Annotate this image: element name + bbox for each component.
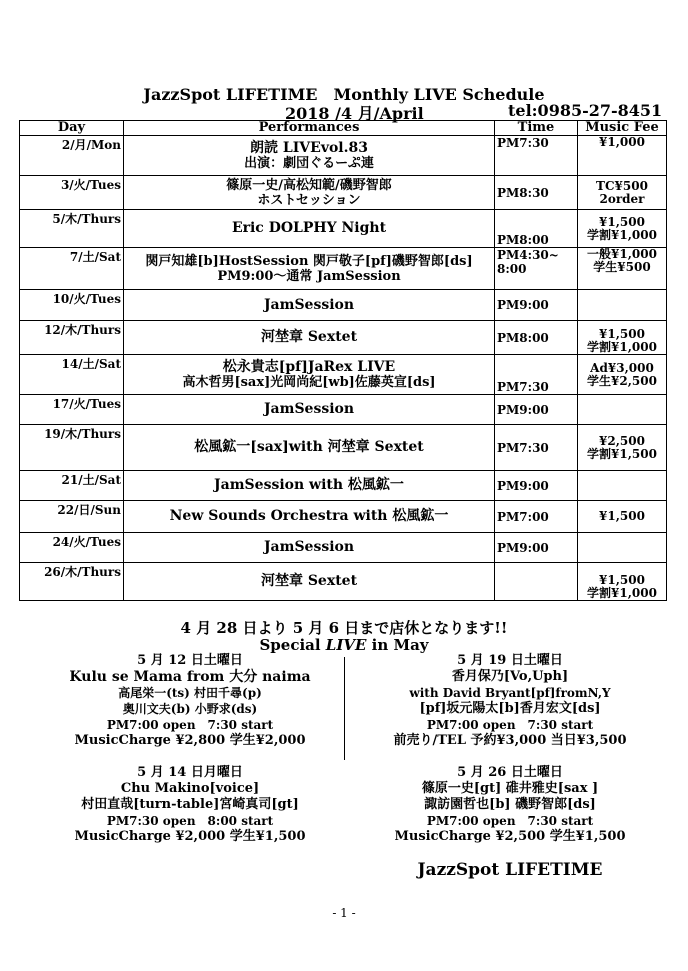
- table-header-row: [20, 121, 667, 136]
- table-row: [20, 321, 667, 355]
- fee-line: 2order: [599, 191, 645, 206]
- special-suffix: in May: [366, 636, 429, 654]
- fee-line: ¥1,500: [599, 509, 645, 523]
- event-open-time: PM7:00 open 7:30 start: [426, 718, 594, 732]
- cell-day: 5/木/Thurs: [20, 210, 124, 248]
- cell-time: PM8:30: [495, 176, 578, 210]
- performance-line: PM9:00～通常 JamSession: [217, 268, 401, 284]
- cell-music-fee: [578, 471, 667, 501]
- table-row: [20, 425, 667, 471]
- performance-line: 河埜章 Sextet: [260, 573, 358, 589]
- event-lineup: 村田直哉[turn-table]宮崎真司[gt]: [81, 797, 299, 812]
- event-lineup: 奥川文夫(b) 小野求(ds): [122, 702, 258, 716]
- footer-brand: JazzSpot LIFETIME: [417, 860, 603, 880]
- fee-line: 学割¥1,000: [587, 586, 657, 600]
- table-row: [20, 501, 667, 533]
- fee-line: ¥1,000: [599, 135, 645, 149]
- cell-time: PM9:00: [495, 290, 578, 321]
- cell-performance: [124, 395, 495, 425]
- performance-line: 松風鉱一[sax]with 河埜章 Sextet: [194, 439, 424, 455]
- cell-performance: [124, 210, 495, 248]
- event-open-time: PM7:30 open 8:00 start: [106, 814, 274, 828]
- column-divider: [344, 657, 345, 760]
- cell-day: 2/月/Mon: [20, 136, 124, 176]
- fee-line: 学割¥1,500: [587, 446, 657, 461]
- header-performances: Performances: [124, 121, 495, 136]
- cell-performance: [124, 563, 495, 601]
- fee-line: Ad¥3,000: [590, 360, 654, 375]
- cell-performance: [124, 355, 495, 395]
- header-day: Day: [20, 121, 124, 136]
- fee-line: 一般¥1,000: [587, 247, 657, 261]
- fee-line: ¥1,500: [599, 327, 645, 341]
- special-prefix: Special: [259, 636, 326, 654]
- cell-music-fee: [578, 533, 667, 563]
- cell-performance: [124, 471, 495, 501]
- cell-time: PM9:00: [495, 533, 578, 563]
- cell-music-fee: [578, 210, 667, 248]
- fee-line: TC¥500: [596, 178, 648, 193]
- table-row: [20, 290, 667, 321]
- closure-notice: 4 月 28 日より 5 月 6 日まで店休となります!!: [180, 619, 508, 637]
- special-live-word: LIVE: [325, 636, 367, 654]
- cell-time: [495, 563, 578, 601]
- performance-line: 篠原一史/高松知範/磯野智郎: [226, 177, 392, 193]
- event-may-26: [355, 765, 665, 845]
- cell-time: PM7:30: [495, 355, 578, 395]
- table-row: [20, 471, 667, 501]
- event-open-time: PM7:00 open 7:30 start: [426, 814, 594, 828]
- cell-day: 3/火/Tues: [20, 176, 124, 210]
- cell-day: 12/木/Thurs: [20, 321, 124, 355]
- cell-time: PM7:00: [495, 501, 578, 533]
- event-date: 5 月 12 日土曜日: [137, 653, 243, 668]
- performance-line: JamSession: [263, 401, 355, 417]
- phone-number: tel:0985-27-8451: [508, 101, 663, 120]
- cell-day: 17/火/Tues: [20, 395, 124, 425]
- cell-music-fee: [578, 290, 667, 321]
- performance-line: 松永貴志[pf]JaRex LIVE: [222, 358, 396, 375]
- event-charge: MusicCharge ¥2,800 学生¥2,000: [74, 733, 306, 748]
- event-lineup: 篠原一史[gt] 碓井雅史[sax ]: [421, 781, 599, 796]
- cell-time: PM4:30~ 8:00: [495, 248, 578, 290]
- header-time: Time: [495, 121, 578, 136]
- performance-line: New Sounds Orchestra with 松風鉱一: [169, 508, 449, 524]
- table-row: [20, 533, 667, 563]
- cell-music-fee: [578, 563, 667, 601]
- event-date: 5 月 19 日土曜日: [457, 653, 563, 668]
- performance-line: 関戸知雄[b]HostSession 関戸敬子[pf]磯野智郎[ds]: [145, 253, 473, 269]
- event-charge: MusicCharge ¥2,000 学生¥1,500: [74, 829, 306, 844]
- event-lineup: with David Bryant[pf]fromN,Y: [409, 686, 611, 700]
- cell-day: 22/日/Sun: [20, 501, 124, 533]
- performance-line: 河埜章 Sextet: [260, 329, 358, 345]
- event-lineup: 香月保乃[Vo,Uph]: [451, 669, 569, 684]
- performance-line: 出演：劇団ぐるーぷ連: [244, 155, 374, 171]
- cell-day: 7/土/Sat: [20, 248, 124, 290]
- performance-line: JamSession: [263, 296, 355, 313]
- fee-line: 学生¥2,500: [587, 373, 657, 388]
- table-row: [20, 355, 667, 395]
- cell-day: 14/土/Sat: [20, 355, 124, 395]
- fee-line: ¥1,500: [599, 214, 645, 229]
- cell-time: PM8:00: [495, 210, 578, 248]
- cell-performance: [124, 176, 495, 210]
- cell-performance: [124, 136, 495, 176]
- performance-line: JamSession: [263, 539, 355, 555]
- performance-line: Eric DOLPHY Night: [231, 220, 387, 236]
- fee-line: ¥1,500: [599, 573, 645, 587]
- fee-line: 学生¥500: [593, 260, 651, 274]
- table-row: [20, 395, 667, 425]
- page-title: JazzSpot LIFETIME Monthly LIVE Schedule: [143, 85, 545, 104]
- event-open-time: PM7:00 open 7:30 start: [106, 718, 274, 732]
- event-charge: 前売り/TEL 予約¥3,000 当日¥3,500: [393, 733, 627, 748]
- schedule-table: [19, 120, 667, 601]
- event-may-12: [40, 653, 340, 749]
- event-lineup: 高尾栄一(ts) 村田千尋(p): [118, 686, 262, 700]
- event-charge: MusicCharge ¥2,500 学生¥1,500: [394, 829, 626, 844]
- cell-time: PM9:00: [495, 395, 578, 425]
- event-may-14: [40, 765, 340, 845]
- table-row: [20, 248, 667, 290]
- cell-performance: [124, 248, 495, 290]
- cell-day: 21/土/Sat: [20, 471, 124, 501]
- table-row: [20, 176, 667, 210]
- event-date: 5 月 26 日土曜日: [457, 765, 563, 780]
- table-row: [20, 136, 667, 176]
- cell-time: PM7:30: [495, 136, 578, 176]
- fee-line: 学割¥1,000: [587, 340, 657, 354]
- event-lineup: Chu Makino[voice]: [120, 781, 260, 796]
- cell-music-fee: [578, 501, 667, 533]
- cell-time: PM8:00: [495, 321, 578, 355]
- cell-performance: [124, 533, 495, 563]
- performance-line: 朗読 LIVEvol.83: [250, 139, 368, 156]
- header-music-fee: Music Fee: [578, 121, 667, 136]
- event-lineup: 諏訪園哲也[b] 磯野智郎[ds]: [424, 797, 596, 812]
- cell-day: 10/火/Tues: [20, 290, 124, 321]
- cell-day: 24/火/Tues: [20, 533, 124, 563]
- cell-music-fee: [578, 176, 667, 210]
- cell-performance: [124, 425, 495, 471]
- cell-time: PM7:30: [495, 425, 578, 471]
- cell-music-fee: [578, 395, 667, 425]
- performance-line: 高木哲男[sax]光岡尚紀[wb]佐藤英宣[ds]: [182, 374, 436, 390]
- cell-performance: [124, 290, 495, 321]
- cell-performance: [124, 501, 495, 533]
- cell-day: 19/木/Thurs: [20, 425, 124, 471]
- cell-time: PM9:00: [495, 471, 578, 501]
- performance-line: JamSession with 松風鉱一: [214, 477, 404, 493]
- performance-line: ホストセッション: [257, 192, 361, 208]
- event-date: 5 月 14 日月曜日: [137, 765, 243, 780]
- cell-performance: [124, 321, 495, 355]
- table-row: [20, 210, 667, 248]
- page-number: - 1 -: [332, 906, 356, 920]
- fee-line: 学割¥1,000: [587, 227, 657, 242]
- cell-music-fee: [578, 136, 667, 176]
- event-lineup: [pf]坂元陽太[b]香月宏文[ds]: [419, 701, 601, 716]
- special-live-heading: [0, 636, 688, 654]
- schedule-month: 2018 /4 月/April: [285, 104, 424, 123]
- cell-music-fee: [578, 425, 667, 471]
- table-row: [20, 563, 667, 601]
- event-may-19: [355, 653, 665, 749]
- cell-day: 26/木/Thurs: [20, 563, 124, 601]
- cell-music-fee: [578, 248, 667, 290]
- event-name: Kulu se Mama from 大分 naima: [69, 669, 311, 685]
- cell-music-fee: [578, 321, 667, 355]
- fee-line: ¥2,500: [599, 433, 645, 448]
- cell-music-fee: [578, 355, 667, 395]
